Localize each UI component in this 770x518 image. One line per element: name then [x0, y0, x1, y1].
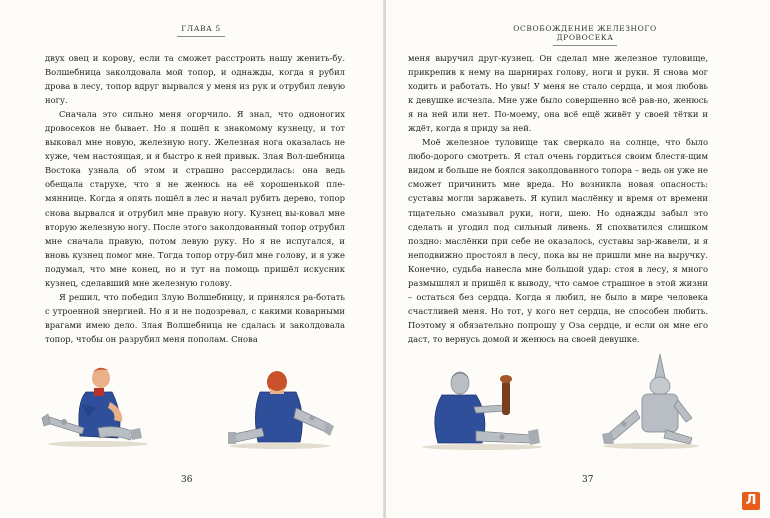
illustration-woodman-back — [220, 362, 340, 452]
left-header-text: ГЛАВА 5 — [181, 24, 221, 33]
right-running-header — [490, 24, 680, 46]
paragraph: меня выручил друг-кузнец. Он сделал мне железное туловище, прикрепив к нему на шарнирах голову, ноги и руки. Я снова мог ходить и работать. Но увы! У меня не стало сердца, и моя любовь к девушке исчезла. Мне уже было совершенно всё рав-но, женюсь я на ней или нет. По-моему, она всё ещё живёт у своей тётки и ждёт, когда я приду за ней. — [408, 53, 708, 134]
left-header-rule — [177, 36, 225, 37]
right-page — [386, 0, 770, 518]
left-page-text — [45, 51, 345, 346]
right-page-number: 37 — [582, 475, 594, 485]
paragraph: двух овец и корову, если та сможет расстроить нашу женить-бу. Волшебница заколдовала мой топор, и однажды, когда я рубил дрова в лесу, топор вдруг вырвался у меня из рук и отрубил левую ногу. — [45, 53, 345, 106]
paragraph: Сначала это сильно меня огорчило. Я знал, что одноногих дровосеков не бывает. Но я пошёл к знакомому кузнецу, и тот выковал мне новую, железную ногу. Железная нога оказалась не хуже, чем настоящая, и я быстро к ней привык. Злая Вол-шебница Востока узнала об этом и страшно рассердилась: она ведь обещала старухе, что я не женюсь на её хорошенькой пле-мяннице. Когда я опять пошёл в лес и начал рубить дерево, топор снова вырвался и отрубил мне правую ногу. Кузнец вы-ковал мне вторую железную ногу. После этого заколдованный топор отрубил мне сначала правую, потом левую руку. Но я не испугался, и вновь кузнец помог мне. Тогда топор отру-бил мне голову, и я уже подумал, что мне конец, но и тут на помощь пришёл искусник кузнец, сделавший мне железную голову. — [45, 109, 345, 288]
illustration-tin-woodman-sitting — [596, 352, 706, 452]
right-header-rule — [553, 45, 617, 46]
left-running-header — [171, 24, 231, 37]
paragraph: Я решил, что победил Злую Волшебницу, и принялся ра-ботать с утроенной энергией. Но я и не подозревал, с какими коварными врагами имею дело. Злая Волшебница не сдалась и заколдовала топор, чтобы он разрубил меня пополам. Снова — [45, 291, 345, 344]
illustration-woodman-oilcan — [412, 355, 552, 453]
publisher-logo: Л — [742, 492, 760, 510]
illustration-woodman-tin-leg — [38, 358, 158, 450]
left-page-number: 36 — [181, 475, 193, 485]
left-page — [0, 0, 384, 518]
right-page-text — [408, 51, 708, 346]
paragraph: Моё железное туловище так сверкало на солнце, что было любо-дорого смотреть. Я стал очень гордиться своим блестя-щим видом и больше не боялся заколдованного топора – ведь он уже не сможет причинить мне вреда. Но возникла новая опасность: суставы могли заржаветь. Я купил маслёнку и время от времени тщательно смазывал руки, ноги, шею. Но однажды забыл это сделать и угодил под сильный ливень. Я спохватился слишком поздно: маслёнки при себе не оказалось, суставы зар-жавели, и я неподвижно простоял в лесу, пока вы не пришли мне на выручку. Конечно, судьба нанесла мне большой удар: стоя в лесу, я много размышлял и пришёл к выводу, что самое страшное в этой жизни – остаться без сердца. Когда я любил, не было в мире человека счастливей меня. Но тот, у кого нет сердца, не способен любить. Поэтому я обязательно попрошу у Оза сердце, и если он мне его даст, то вернусь домой и женюсь на своей девушке. — [408, 137, 708, 344]
right-header-text: ОСВОБОЖДЕНИЕ ЖЕЛЕЗНОГО ДРОВОСЕКА — [513, 24, 657, 42]
